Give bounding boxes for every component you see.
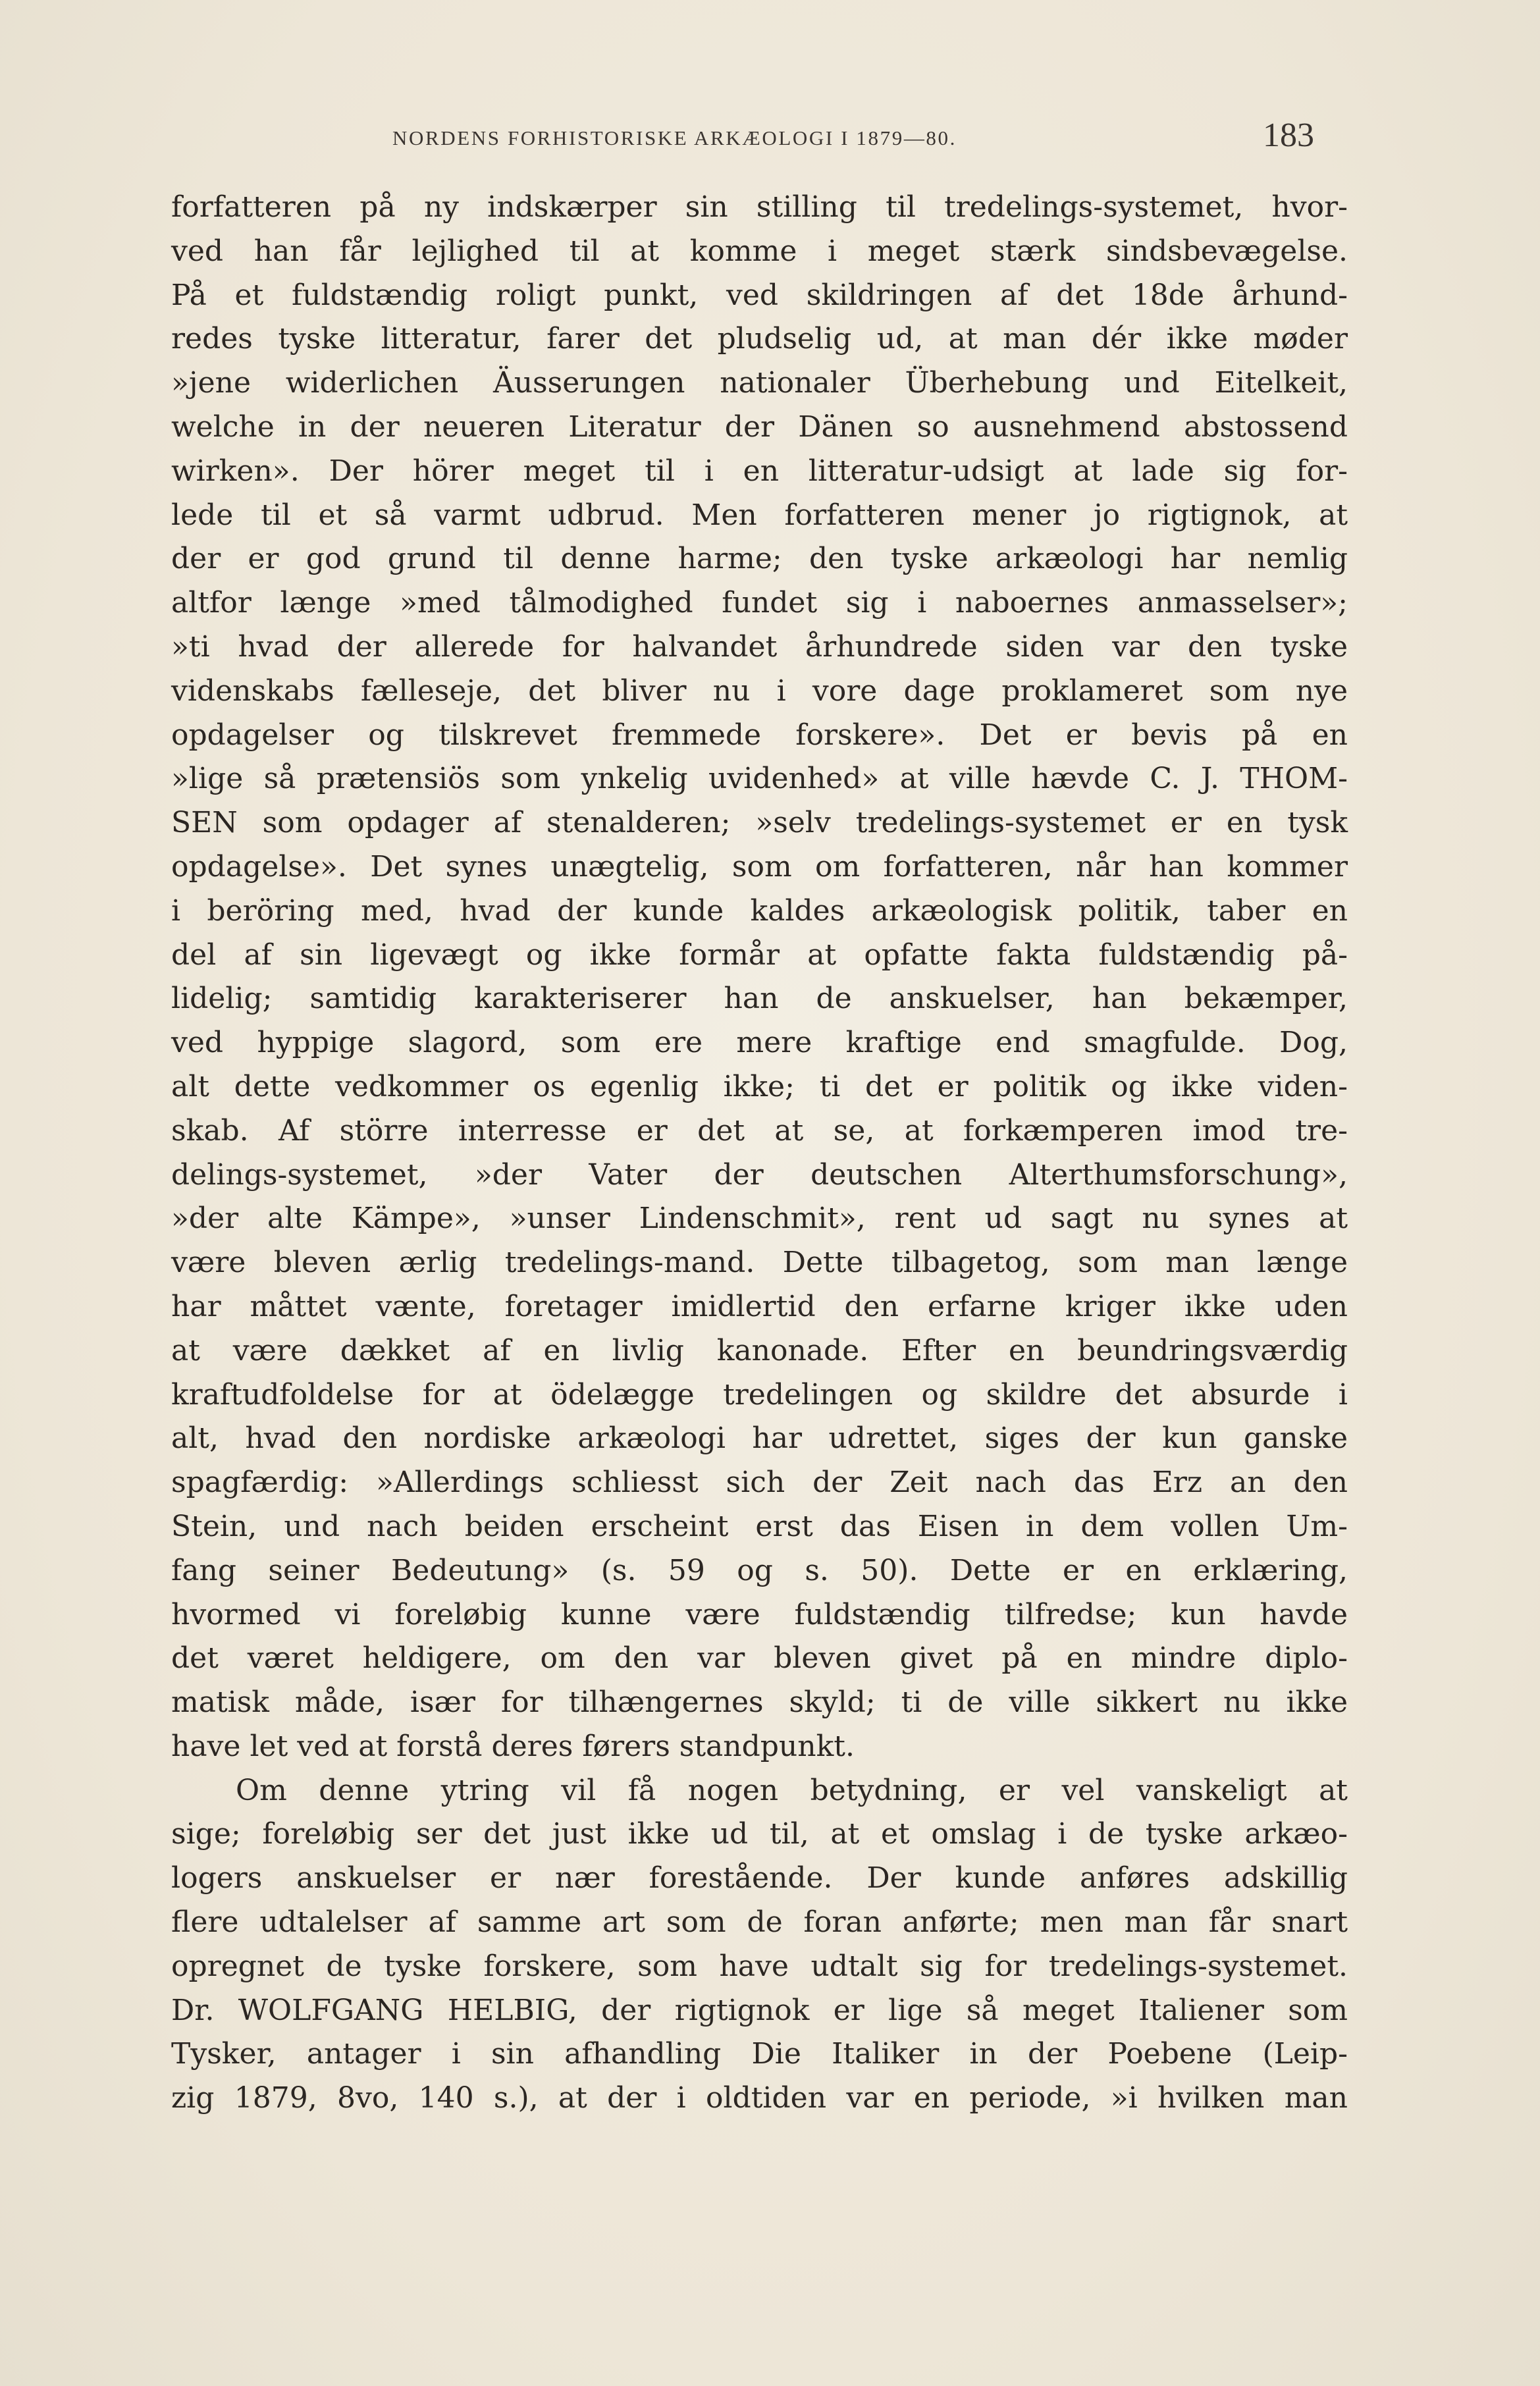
text-line: opdagelser og tilskrevet fremmede forskere». Det er bevis på en <box>171 718 1348 752</box>
text-line: welche in der neueren Literatur der Dänen so ausnehmend abstossend <box>171 410 1348 444</box>
text-line: videnskabs fælleseje, det bliver nu i vore dage proklameret som nye <box>171 674 1348 708</box>
paragraph-last-line: have let ved at forstå deres førers standpunkt. <box>171 1729 855 1763</box>
paragraph-first-line: Om denne ytring vil få nogen betydning, er vel vanskeligt at <box>236 1773 1348 1807</box>
text-line: alt dette vedkommer os egenlig ikke; ti det er politik og ikke viden- <box>171 1069 1348 1103</box>
text-line: Tysker, antager i sin afhandling Die Italiker in der Poebene (Leip- <box>171 2037 1348 2071</box>
text-line: flere udtalelser af samme art som de foran anførte; men man får snart <box>171 1905 1348 1940</box>
text-line: spagfærdig: »Allerdings schliesst sich der Zeit nach das Erz an den <box>171 1466 1348 1500</box>
text-line: der er god grund til denne harme; den tyske arkæologi har nemlig <box>171 542 1348 576</box>
text-line: det været heldigere, om den var bleven givet på en mindre diplo- <box>171 1641 1348 1676</box>
text-line: redes tyske litteratur, farer det pludselig ud, at man dér ikke møder <box>171 322 1348 356</box>
text-line: »jene widerlichen Äusserungen nationaler Überhebung und Eitelkeit, <box>171 366 1348 400</box>
text-line: alt, hvad den nordiske arkæologi har udrettet, siges der kun ganske <box>171 1421 1348 1456</box>
text-line: På et fuldstændig roligt punkt, ved skildringen af det 18de århund- <box>171 278 1348 312</box>
text-line: wirken». Der hörer meget til i en litteratur-udsigt at lade sig for- <box>171 454 1348 488</box>
text-line: »der alte Kämpe», »unser Lindenschmit», rent ud sagt nu synes at <box>171 1202 1348 1236</box>
text-line: opregnet de tyske forskere, som have udtalt sig for tredelings-systemet. <box>171 1949 1348 1983</box>
running-title: NORDENS FORHISTORISKE ARKÆOLOGI I 1879—80. <box>392 126 957 149</box>
page-number: 183 <box>1263 117 1314 154</box>
text-line: har måttet vænte, foretager imidlertid den erfarne kriger ikke uden <box>171 1289 1348 1323</box>
text-line: lidelig; samtidig karakteriserer han de anskuelser, han bekæmper, <box>171 982 1348 1016</box>
text-line: altfor længe »med tålmodighed fundet sig i naboernes anmasselser»; <box>171 586 1348 620</box>
text-line: logers anskuelser er nær forestående. Der kunde anføres adskillig <box>171 1861 1348 1896</box>
text-line: ved han får lejlighed til at komme i meget stærk sindsbevægelse. <box>171 234 1348 268</box>
text-line: SEN som opdager af stenalderen; »selv tredelings-systemet er en tysk <box>171 806 1348 840</box>
text-line: kraftudfoldelse for at ödelægge tredelingen og skildre det absurde i <box>171 1377 1348 1412</box>
text-line: være bleven ærlig tredelings-mand. Dette tilbagetog, som man længe <box>171 1246 1348 1280</box>
text-line: Stein, und nach beiden erscheint erst das Eisen in dem vollen Um- <box>171 1509 1348 1543</box>
text-line: delings-systemet, »der Vater der deutschen Alterthumsforschung», <box>171 1157 1348 1192</box>
text-line: ved hyppige slagord, som ere mere kraftige end smagfulde. Dog, <box>171 1026 1348 1060</box>
text-line: »lige så prætensiös som ynkelig uvidenhed» at ville hævde C. J. THOM- <box>171 762 1348 796</box>
text-line: fang seiner Bedeutung» (s. 59 og s. 50). Dette er en erklæring, <box>171 1553 1348 1587</box>
running-header <box>392 116 1314 162</box>
text-line: i beröring med, hvad der kunde kaldes arkæologisk politik, taber en <box>171 893 1348 928</box>
text-line: at være dækket af en livlig kanonade. Efter en beundringsværdig <box>171 1333 1348 1367</box>
text-line: lede til et så varmt udbrud. Men forfatteren mener jo rigtignok, at <box>171 498 1348 532</box>
text-line: zig 1879, 8vo, 140 s.), at der i oldtiden var en periode, »i hvilken man <box>171 2081 1348 2115</box>
text-line: opdagelse». Det synes unægtelig, som om forfatteren, når han kommer <box>171 849 1348 884</box>
body-text <box>171 186 1348 2121</box>
text-line: »ti hvad der allerede for halvandet århundrede siden var den tyske <box>171 629 1348 664</box>
text-line: skab. Af större interresse er det at se, at forkæmperen imod tre- <box>171 1113 1348 1148</box>
text-line: Dr. WOLFGANG HELBIG, der rigtignok er lige så meget Italiener som <box>171 1993 1348 2027</box>
text-line: hvormed vi foreløbig kunne være fuldstændig tilfredse; kun havde <box>171 1597 1348 1631</box>
text-line: matisk måde, især for tilhængernes skyld; ti de ville sikkert nu ikke <box>171 1685 1348 1720</box>
text-line: del af sin ligevægt og ikke formår at opfatte fakta fuldstændig på- <box>171 938 1348 972</box>
text-line: forfatteren på ny indskærper sin stilling til tredelings-systemet, hvor- <box>171 190 1348 224</box>
text-line: sige; foreløbig ser det just ikke ud til, at et omslag i de tyske arkæo- <box>171 1817 1348 1851</box>
